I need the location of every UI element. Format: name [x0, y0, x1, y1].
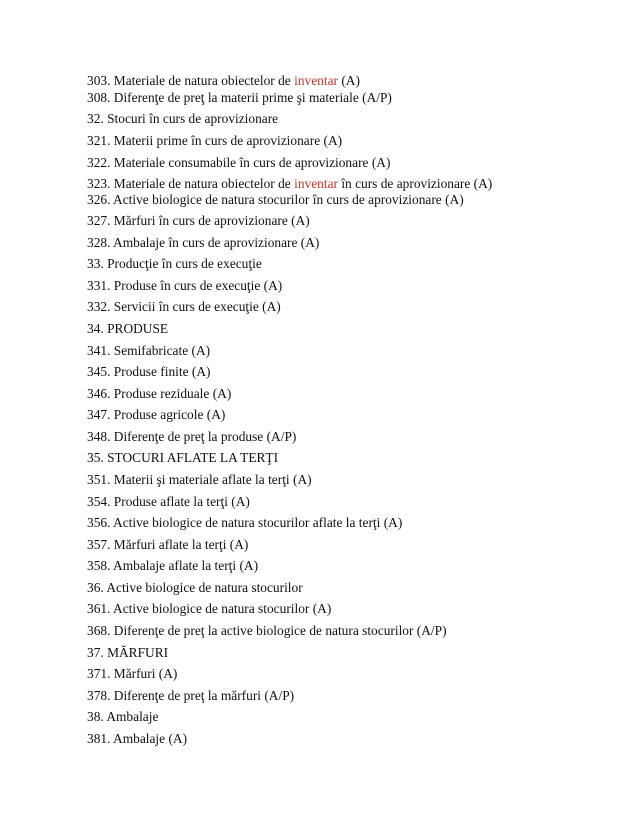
group-heading: 32. Stocuri în curs de aprovizionare: [87, 111, 279, 126]
account-line: 354. Produse aflate la terţi (A): [87, 494, 250, 509]
account-line: 368. Diferenţe de preţ la active biologice de natura stocurilor (A/P): [87, 623, 447, 638]
account-line: 328. Ambalaje în curs de aprovizionare (A): [87, 235, 320, 250]
account-line: 381. Ambalaje (A): [87, 731, 188, 746]
account-line: 348. Diferenţe de preţ la produse (A/P): [87, 429, 297, 444]
account-line: 322. Materiale consumabile în curs de aprovizionare (A): [87, 155, 391, 170]
account-line: 361. Active biologice de natura stocurilor (A): [87, 601, 332, 616]
account-line: 323. Materiale de natura obiectelor de inventar în curs de aprovizionare (A): [87, 176, 493, 191]
account-line: 358. Ambalaje aflate la terţi (A): [87, 558, 259, 573]
account-line: 326. Active biologice de natura stocurilor în curs de aprovizionare (A): [87, 192, 464, 207]
account-line: 331. Produse în curs de execuţie (A): [87, 278, 283, 293]
group-heading: 33. Producţie în curs de execuţie: [87, 256, 262, 271]
account-line: 332. Servicii în curs de execuţie (A): [87, 299, 281, 314]
account-line: 327. Mărfuri în curs de aprovizionare (A): [87, 213, 310, 228]
account-line: 346. Produse reziduale (A): [87, 386, 232, 401]
account-line: 321. Materii prime în curs de aprovizionare (A): [87, 133, 343, 148]
account-line: 357. Mărfuri aflate la terţi (A): [87, 537, 249, 552]
group-heading: 34. PRODUSE: [87, 321, 169, 336]
account-line: 303. Materiale de natura obiectelor de inventar (A): [87, 73, 360, 88]
account-line: 351. Materii şi materiale aflate la terţi (A): [87, 472, 312, 487]
account-line: 378. Diferenţe de preţ la mărfuri (A/P): [87, 688, 295, 703]
account-line: 356. Active biologice de natura stocurilor aflate la terţi (A): [87, 515, 403, 530]
group-heading: 36. Active biologice de natura stocurilor: [87, 580, 303, 595]
group-heading: 37. MĂRFURI: [87, 645, 169, 660]
group-heading: 35. STOCURI AFLATE LA TERŢI: [87, 450, 279, 465]
account-line: 347. Produse agricole (A): [87, 407, 226, 422]
account-line: 341. Semifabricate (A): [87, 343, 211, 358]
account-line: 345. Produse finite (A): [87, 364, 211, 379]
account-line: 371. Mărfuri (A): [87, 666, 178, 681]
group-heading: 38. Ambalaje: [87, 709, 159, 724]
highlight-word: inventar: [294, 73, 338, 88]
highlight-word: inventar: [294, 176, 338, 191]
account-line: 308. Diferenţe de preţ la materii prime şi materiale (A/P): [87, 90, 392, 105]
